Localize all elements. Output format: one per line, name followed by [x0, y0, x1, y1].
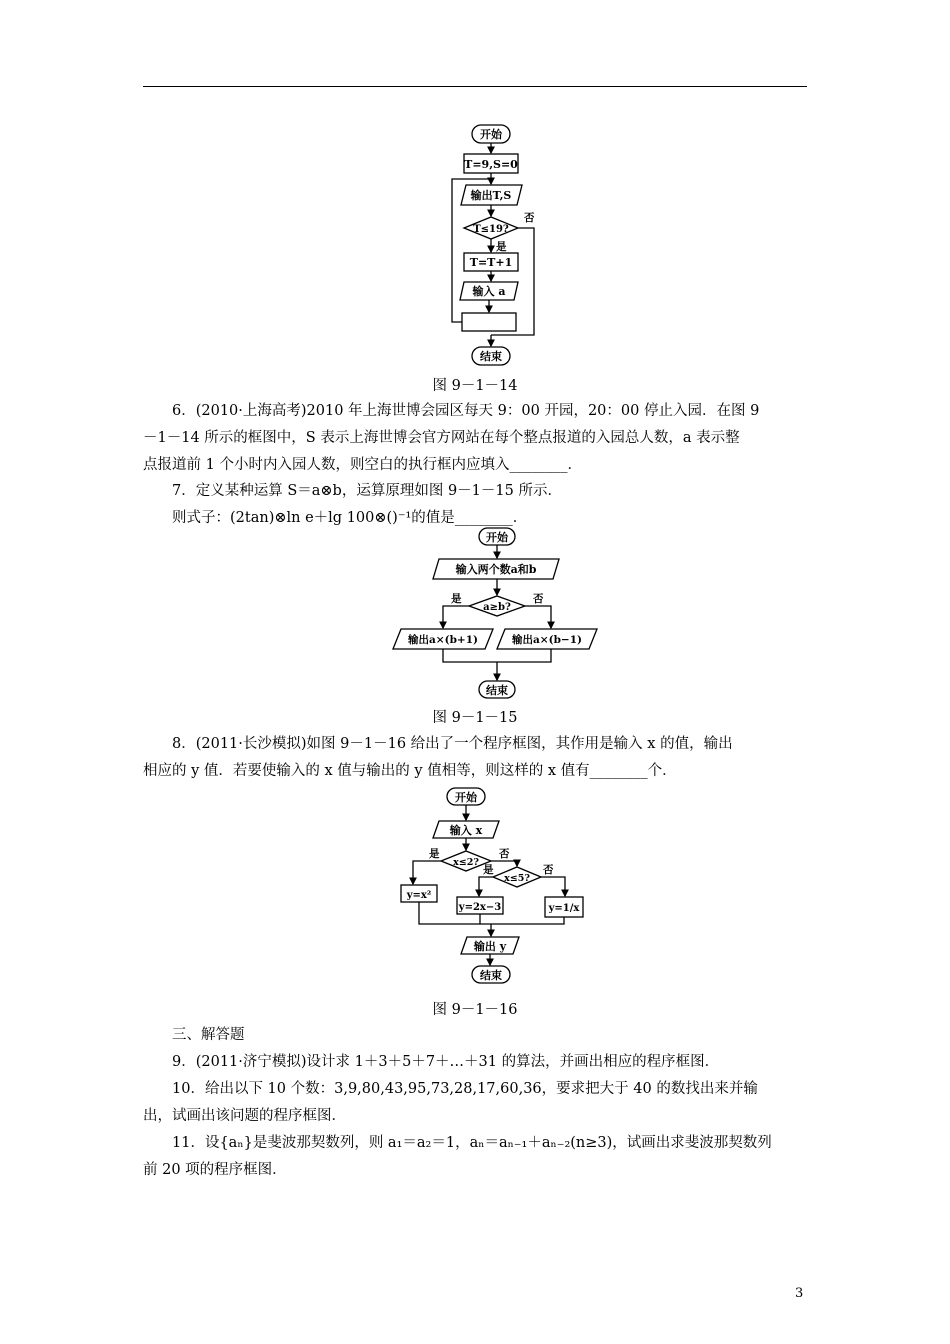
no2-label: 否 [543, 864, 554, 876]
yes-label: 是 [496, 241, 507, 253]
condition-label: T≤19? [473, 224, 509, 235]
flowchart-9-1-16 [395, 784, 595, 990]
answer-section [143, 1022, 807, 1184]
box2-label: y=2x−3 [458, 902, 502, 913]
q7-line1: 7．定义某种运算 S＝a⊗b，运算原理如图 9－1－15 所示． [172, 483, 562, 499]
flowchart-9-1-14 [440, 120, 560, 370]
input-label: 输入 x [449, 824, 483, 837]
output-label: 输出T,S [470, 189, 512, 202]
end-label: 结束 [480, 969, 502, 982]
header-rule [143, 86, 807, 87]
condition1-label: x≤2? [453, 857, 479, 868]
end-label: 结束 [486, 684, 508, 697]
q6-line3: 点报道前 1 个小时内入园人数，则空白的执行框内应填入________． [143, 457, 582, 473]
q6-line2: －1－14 所示的框图中，S 表示上海世博会官方网站在每个整点报道的入园总人数，a 表示整 [143, 430, 740, 446]
figure-caption-14: 图 9－1－14 [432, 378, 518, 394]
output-right-label: 输出a×(b−1) [512, 634, 582, 646]
q6-line1: 6．(2010·上海高考)2010 年上海世博会园区每天 9：00 开园，20：00 停止入园．在图 9 [172, 403, 760, 419]
q8-line2: 相应的 y 值．若要使输入的 x 值与输出的 y 值相等，则这样的 x 值有________个． [143, 763, 677, 779]
question-9: 9．(2011·济宁模拟)设计求 1＋3＋5＋7＋…＋31 的算法，并画出相应的程序框图． [172, 1054, 720, 1070]
page-number: 3 [795, 1286, 804, 1301]
start-label: 开始 [486, 531, 508, 544]
init-label: T=9,S=0 [464, 158, 518, 171]
yes2-label: 是 [483, 864, 494, 876]
yes-label: 是 [451, 593, 462, 605]
condition-label: a≥b? [483, 602, 511, 613]
q11-line1: 11．设{aₙ}是斐波那契数列，则 a₁＝a₂＝1，aₙ＝aₙ₋₁＋aₙ₋₂(n≥3)，试画出求斐波那契数列 [172, 1135, 772, 1151]
blank-box [462, 313, 516, 331]
figure-caption-16: 图 9－1－16 [432, 1002, 518, 1018]
q10-line2: 出，试画出该问题的程序框图． [143, 1108, 346, 1124]
start-label: 开始 [455, 791, 477, 804]
q7-line2: 则式子：(2tan)⊗ln e＋lg 100⊗()⁻¹的值是________． [172, 510, 528, 526]
question-8 [143, 731, 807, 785]
q8-line1: 8．(2011·长沙模拟)如图 9－1－16 给出了一个程序框图，其作用是输入 x 的值，输出 [172, 736, 733, 752]
input-label: 输入两个数a和b [455, 563, 537, 576]
q10-line1: 10．给出以下 10 个数：3,9,80,43,95,73,28,17,60,36，要求把大于 40 的数找出来并输 [172, 1081, 758, 1097]
box3-label: y=1/x [548, 903, 580, 914]
increment-label: T=T+1 [469, 256, 513, 269]
input-label: 输入 a [472, 285, 506, 298]
q11-line2: 前 20 项的程序框图． [143, 1162, 287, 1178]
flowchart-9-1-15 [385, 524, 605, 702]
section-heading: 三、解答题 [172, 1027, 245, 1043]
no1-label: 否 [499, 848, 510, 860]
output-left-label: 输出a×(b+1) [408, 634, 478, 646]
no-label: 否 [524, 212, 535, 224]
box1-label: y=x² [406, 890, 432, 901]
start-label: 开始 [480, 128, 502, 141]
figure-caption-15: 图 9－1－15 [432, 710, 518, 726]
condition2-label: x≤5? [504, 873, 530, 884]
yes1-label: 是 [429, 848, 440, 860]
question-6 [143, 398, 807, 479]
no-label: 否 [533, 593, 544, 605]
end-label: 结束 [480, 350, 502, 363]
output-label: 输出 y [473, 940, 507, 953]
